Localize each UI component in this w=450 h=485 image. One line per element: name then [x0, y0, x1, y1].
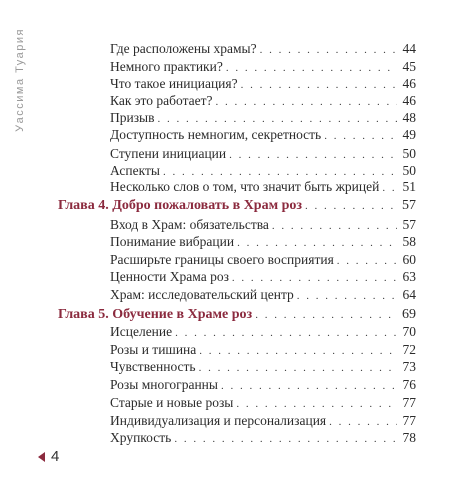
- entry-page-number: 73: [402, 359, 416, 374]
- leader-dots: [237, 235, 397, 252]
- entry-page-number: 64: [402, 287, 416, 302]
- entry-title: Немного практики?: [110, 59, 223, 74]
- entry-title: Исцеление: [110, 324, 173, 339]
- chapter-title: Глава 5. Обучение в Храме роз: [58, 307, 253, 322]
- leader-dots: [232, 270, 397, 287]
- entry-page-number: 77: [402, 395, 416, 410]
- entry-page-number: 63: [402, 269, 416, 284]
- toc-entry-row: [110, 178, 416, 197]
- toc-entry-row: [110, 233, 416, 252]
- entry-title: Ступени инициации: [110, 146, 227, 161]
- entry-title: Ценности Храма роз: [110, 269, 229, 284]
- entry-title: Аспекты: [110, 163, 160, 178]
- toc-chapter-row: [58, 306, 416, 324]
- toc-chapter-row: [58, 197, 416, 215]
- toc-entry-row: [110, 376, 416, 395]
- entry-page-number: 78: [402, 430, 416, 445]
- page-footer: [38, 448, 59, 465]
- leader-dots: [199, 360, 397, 377]
- toc-entry-row: [110, 358, 416, 377]
- leader-dots: [221, 378, 397, 395]
- side-author: [14, 28, 28, 228]
- entry-page-number: 57: [402, 198, 416, 213]
- entry-title: Что такое инициация?: [110, 76, 238, 91]
- leader-dots: [175, 325, 397, 342]
- entry-page-number: 50: [402, 163, 416, 178]
- entry-page-number: 49: [402, 127, 416, 142]
- toc-entry-row: [110, 429, 416, 448]
- entry-page-number: 50: [402, 146, 416, 161]
- entry-title: Чувственность: [110, 359, 196, 374]
- leader-dots: [174, 431, 397, 448]
- entry-title: Индивидуализация и персонализация: [110, 413, 327, 428]
- entry-title: Розы многогранны: [110, 377, 218, 392]
- entry-title: Доступность немногим, секретность: [110, 127, 322, 142]
- toc-entry-row: [110, 40, 416, 59]
- entry-title: Вход в Храм: обязательства: [110, 217, 269, 232]
- entry-page-number: 72: [402, 342, 416, 357]
- entry-page-number: 70: [402, 324, 416, 339]
- leader-dots: [382, 180, 397, 197]
- entry-page-number: 44: [402, 41, 416, 56]
- entry-page-number: 77: [402, 413, 416, 428]
- entry-title: Понимание вибрации: [110, 234, 235, 249]
- entry-page-number: 57: [402, 217, 416, 232]
- entry-page-number: 46: [402, 76, 416, 91]
- entry-page-number: 69: [402, 307, 416, 322]
- entry-page-number: 76: [402, 377, 416, 392]
- entry-page-number: 58: [402, 234, 416, 249]
- toc-entry-row: [110, 268, 416, 287]
- toc-entry-row: [110, 126, 416, 145]
- toc-entry-row: [110, 323, 416, 342]
- side-author-text: Уассима Туария: [14, 28, 26, 132]
- leader-dots: [260, 42, 397, 59]
- leader-dots: [297, 288, 397, 305]
- entry-title: Хрупкость: [110, 430, 172, 445]
- entry-page-number: 48: [402, 110, 416, 125]
- chapter-title: Глава 4. Добро пожаловать в Храм роз: [58, 198, 303, 213]
- leader-dots: [255, 307, 397, 324]
- entry-title: Где расположены храмы?: [110, 41, 257, 56]
- entry-page-number: 51: [402, 179, 416, 194]
- entry-page-number: 45: [402, 59, 416, 74]
- entry-title: Как это работает?: [110, 93, 213, 108]
- entry-title: Несколько слов о том, что значит быть жрицей: [110, 179, 380, 194]
- entry-title: Расширьте границы своего восприятия: [110, 252, 334, 267]
- entry-page-number: 60: [402, 252, 416, 267]
- toc-entry-row: [110, 394, 416, 413]
- entry-title: Розы и тишина: [110, 342, 197, 357]
- triangle-left-icon: [38, 452, 45, 462]
- leader-dots: [324, 128, 397, 145]
- entry-page-number: 46: [402, 93, 416, 108]
- leader-dots: [305, 198, 397, 215]
- toc-entry-row: [110, 286, 416, 305]
- page-number: 4: [51, 448, 60, 465]
- leader-dots: [236, 396, 397, 413]
- entry-title: Храм: исследовательский центр: [110, 287, 294, 302]
- entry-title: Старые и новые розы: [110, 395, 234, 410]
- entry-title: Призыв: [110, 110, 155, 125]
